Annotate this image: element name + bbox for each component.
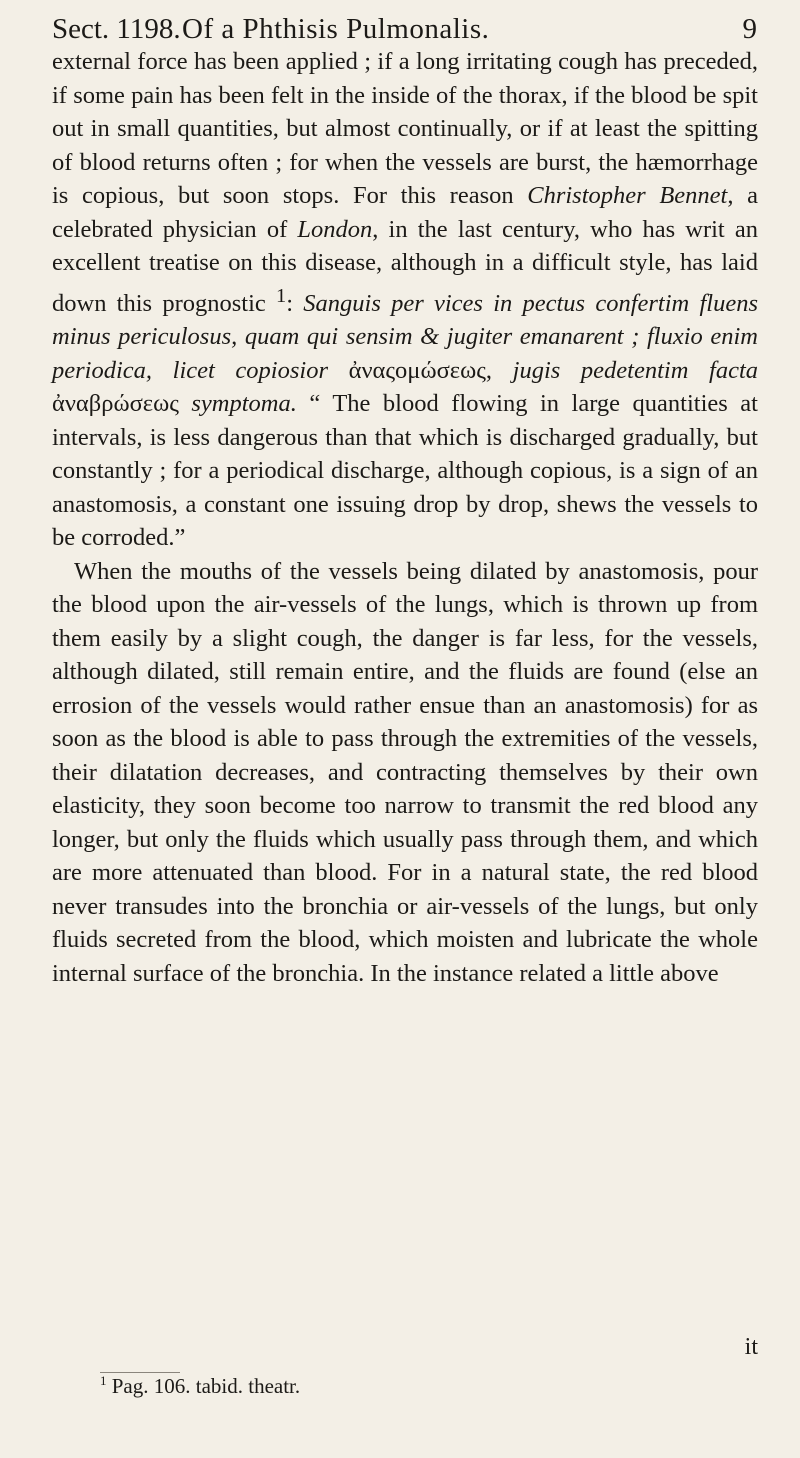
paragraph-2: When the mouths of the vessels being dilated by anastomosis, pour the blood upon the air-vessels of the lungs, which is thrown up from them easily by a slight cough, the danger is far less, for the vessels, although dilated, still remain entire, and the fluids are found (else an errosion of the vessels would rather ensue than an anastomosis) for as soon as the blood is able to pass through the extremities of the vessels, their dilatation decreases, and contracting themselves by their own elasticity, they soon become too narrow to transmit the red blood any longer, but only the fluids which usually pass through them, and which are more attenuated than blood. For in a natural state, the red blood never transudes into the bronchia or air-vessels of the lungs, but only fluids secreted from the blood, which moisten and lubricate the whole internal surface of the bronchia. In the instance related a little above	[52, 557, 758, 987]
latin-quote-3: symptoma.	[178, 390, 297, 418]
body-text	[52, 45, 758, 990]
latin-quote-2: jugis pedetentim facta	[512, 356, 759, 384]
footnote-marker: 1	[100, 1373, 107, 1388]
greek-word-2: ἀναβρώσεως	[52, 390, 179, 418]
colon: :	[286, 289, 304, 317]
greek-word-1: ἀναςομώσεως	[348, 356, 486, 384]
page-number: 9	[742, 13, 757, 45]
english-translation-quote: “ The blood flowing in large quantities at intervals, is less dangerous than that which is discharged gradually, but constantly ; for a periodical discharge, although copious, is a sign of an anastomosis, a constant one issuing drop by drop, shews the vessels to be corroded.”	[52, 390, 758, 552]
footnote-reference: 1	[276, 284, 287, 307]
catchword: it	[744, 1334, 758, 1360]
latin-quote-1: Sanguis per vices in pectus confertim fluens minus periculosus, quam qui sensim & jugiter emanarent ; fluxio enim periodica, licet copiosior	[52, 289, 758, 384]
footnote-text: Pag. 106. tabid. theatr.	[106, 1374, 301, 1398]
paragraph-1	[52, 45, 758, 555]
city-name: London	[297, 215, 373, 243]
section-number: Sect. 1198.	[52, 13, 181, 45]
paragraph-1-intro: external force has been applied ; if a long irritating cough has preceded, if some pain has been felt in the inside of the thorax, if the blood be spit out in small quantities, but almost continually, or if at least the spitting of blood returns often ; for when the vessels are burst, the hæmorrhage is copious, but soon stops. For this reason	[52, 48, 758, 209]
footnote	[100, 1373, 300, 1399]
paragraph-1-mid1: , a celebrated physician of	[52, 182, 758, 243]
paragraph-1-mid2: , in the last century, who has writ an excellent treatise on this disease, although in a difficult style, has laid down this prognostic	[52, 215, 759, 317]
author-name: Christopher Bennet	[527, 182, 728, 209]
running-title: Of a Phthisis Pulmonalis.	[182, 13, 490, 45]
running-header	[52, 10, 757, 48]
comma: ,	[485, 356, 513, 384]
